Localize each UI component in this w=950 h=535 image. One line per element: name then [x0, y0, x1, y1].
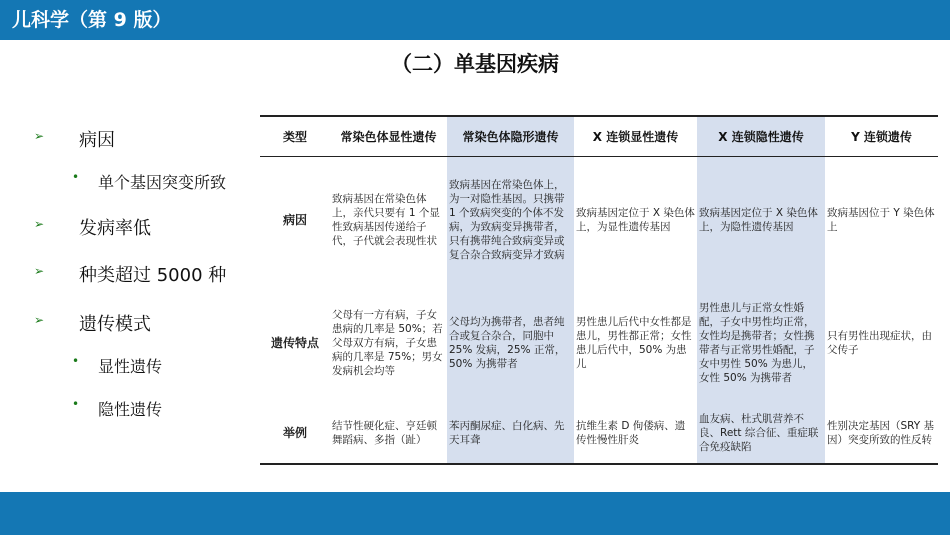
table-cell: 致病基因在常染色体上，为一对隐性基因。只携带 1 个致病突变的个体不发病，为致病变异携带者，只有携带纯合致病变异或复合杂合致病变异才致病	[447, 156, 574, 284]
table-cell: 只有男性出现症状，由父传子	[827, 330, 932, 356]
table-cell: 致病基因在常染色体上，亲代只要有 1 个显性致病基因传递给子代，子代就会表现性状	[332, 193, 440, 248]
row-header: 遗传特点	[270, 336, 319, 350]
table-cell: 结节性硬化症、亨廷顿舞蹈病、多指（趾）	[330, 402, 447, 464]
arrow-bullet-icon: ➢	[34, 217, 45, 231]
table-cell: 男性患儿后代中女性都是患儿，男性都正常；女性患儿后代中，50% 为患儿	[576, 316, 692, 370]
table-cell: 苯丙酮尿症、白化病、先天耳聋	[447, 402, 574, 464]
table-cell: 致病基因位于 Y 染色体上	[827, 207, 935, 234]
dot-bullet-icon: •	[72, 170, 80, 184]
arrow-bullet-icon: ➢	[34, 129, 45, 143]
table-cell: 男性患儿与正常女性婚配，子女中男性均正常，女性均是携带者；女性携带者与正常男性婚配，子女中男性 50% 为患儿，女性 50% 为携带者	[697, 284, 825, 402]
table-cell: 抗维生素 D 佝偻病、遗传性慢性肝炎	[574, 402, 697, 464]
inheritance-table-wrap	[260, 115, 938, 465]
table-row	[260, 156, 938, 284]
column-header: X 连锁显性遗传	[574, 116, 697, 156]
table-cell: 血友病、杜式肌营养不良、Rett 综合征、重症联合免疫缺陷	[697, 402, 825, 464]
header-bar	[0, 0, 950, 40]
arrow-bullet-icon: ➢	[34, 313, 45, 327]
arrow-bullet-icon: ➢	[34, 264, 45, 278]
dot-bullet-icon: •	[72, 354, 80, 368]
table-cell: 致病基因定位于 X 染色体上，为显性遗传基因	[576, 207, 695, 234]
table-cell: 父母有一方有病，子女患病的几率是 50%；若父母双方有病，子女患病的几率是 75%；男女发病机会均等	[332, 309, 443, 377]
column-header: Y 连锁遗传	[825, 116, 938, 156]
header-title: 儿科学（第 9 版）	[12, 9, 172, 31]
table-cell: 性别决定基因（SRY 基因）突变所致的性反转	[825, 402, 938, 464]
footer-bar	[0, 492, 950, 535]
table-header-row	[260, 116, 938, 156]
table-cell: 致病基因定位于 X 染色体上，为隐性遗传基因	[697, 156, 825, 284]
column-header: 类型	[260, 116, 330, 156]
column-header: 常染色体隐形遗传	[447, 116, 574, 156]
table-cell: 父母均为携带者，患者纯合或复合杂合，同胞中 25% 发病，25% 正常，50% 为携带者	[447, 284, 574, 402]
row-header: 病因	[282, 213, 307, 228]
inheritance-table	[260, 115, 938, 465]
column-header: X 连锁隐性遗传	[697, 116, 825, 156]
slide-title: （二）单基因疾病	[391, 52, 559, 76]
row-header: 举例	[260, 402, 330, 464]
table-row	[260, 284, 938, 402]
column-header: 常染色体显性遗传	[330, 116, 447, 156]
dot-bullet-icon: •	[72, 397, 80, 411]
table-row	[260, 402, 938, 464]
